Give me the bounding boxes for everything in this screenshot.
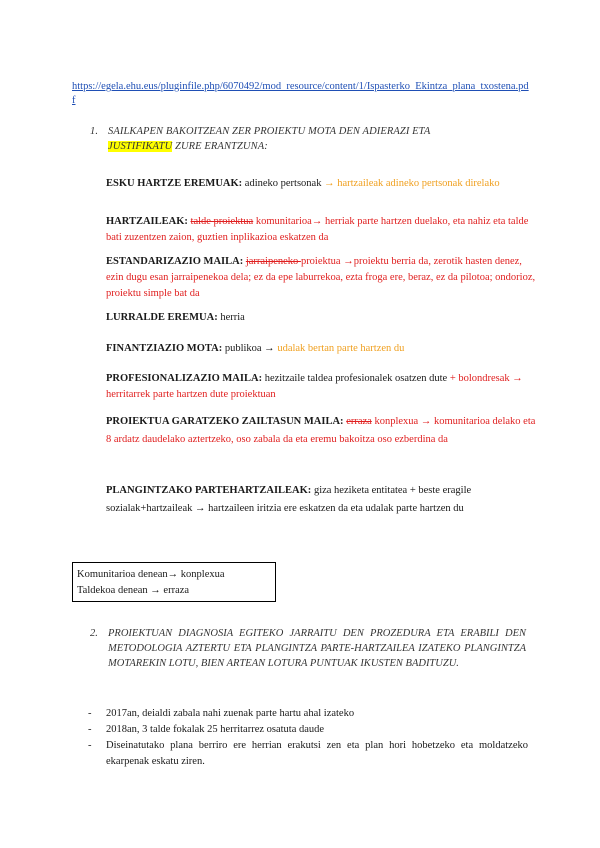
item-note: udalak bertan parte hartzen du [277, 343, 405, 354]
item-hartzaileak [106, 214, 536, 246]
bullet-dash: - [88, 708, 92, 719]
struck-text: erraza [346, 416, 372, 427]
item-label: LURRALDE EREMUA: [106, 312, 218, 323]
pdf-link[interactable]: https://egela.ehu.eus/pluginfile.php/6070492/mod_resource/content/1/Ispasterko_Ekintza_plana_txostena.pdf [72, 81, 529, 106]
item-text: adineko pertsonak [242, 178, 325, 189]
question-1-line-1: SAILKAPEN BAKOITZEAN ZER PROIEKTU MOTA DEN ADIERAZI ETA [108, 126, 431, 137]
list-item-text: 2017an, deialdi zabala nahi zuenak parte hartu ahal izateko [106, 708, 355, 719]
question-1-line-2-rest: ZURE ERANTZUNA: [172, 141, 268, 152]
item-text: giza heziketa entitatea + beste eragile sozialak+hartzaileak → hartzaileen iritzia ere eskatzen da eta udalak parte hartzen du [106, 485, 472, 514]
question-1-number: 1. [90, 126, 99, 137]
item-label: PLANGINTZAKO PARTEHARTZAILEAK: [106, 485, 312, 496]
question-2-text: PROIEKTUAN DIAGNOSIA EGITEKO JARRAITU DEN PROZEDURA ETA ERABILI DEN METODOLOGIA AZTERTU ETA PLANGINTZA PARTE-HARTZAILEA IZATEKO PLANGINTZA MOTAREKIN LOTU, BIEN ARTEAN LOTURA PUNTUAK IKUSTEN BADITUZU. [108, 628, 526, 669]
item-label: PROIEKTUA GARATZEKO ZAILTASUN MAILA: [106, 416, 344, 427]
item-note: + bolondresak → herritarrek parte hartzen dute proiektuan [106, 373, 523, 400]
item-text: komunitarioa→ herriak parte hartzen duelako, eta nahiz eta talde bati zuzentzen zaion, guztien inplikazioa eskatzen da [106, 216, 529, 243]
item-text: konplexua → komunitarioa delako eta 8 ardatz daudelako aztertzeko, oso zabala da eta eremu bakoitza oso ezberdina da [106, 416, 536, 445]
item-finantziazio [106, 341, 536, 357]
list-item-text: 2018an, 3 talde fokalak 25 herritarrez osatuta daude [106, 724, 325, 735]
item-estandarizazio [106, 254, 536, 302]
item-text: herria [217, 312, 245, 323]
question-1-line-2 [108, 139, 528, 154]
note-box-line-1: Komunitarioa denean→ konplexua [77, 569, 225, 580]
item-label: FINANTZIAZIO MOTA: [106, 343, 223, 354]
item-label: ESTANDARIZAZIO MAILA: [106, 256, 244, 267]
item-lurralde [106, 310, 536, 326]
list-item [88, 706, 528, 722]
bullet-dash: - [88, 740, 92, 751]
item-text: publikoa → [222, 343, 278, 354]
question-1 [90, 124, 528, 154]
question-2 [90, 626, 526, 671]
list-item [88, 738, 528, 770]
list-item-text: Diseinatutako plana berriro ere herrian erakutsi zen eta plan hori hobetzeko eta moldatzeko ekarpenak eskatu ziren. [106, 740, 528, 767]
note-box [72, 562, 276, 602]
highlighted-word: JUSTIFIKATU [108, 141, 173, 152]
item-text: proiektua →proiektu berria da, zerotik hasten denez, ezin dugu esan jarraipenekoa dela; ez da epe laburrekoa, ezta froga ere, beraz, ez da pilotoa; ondorioz, proiektu simple bat da [106, 256, 536, 299]
item-plangintza [106, 482, 536, 518]
struck-text: jarraipeneko [245, 256, 301, 267]
item-profesionalizazio [106, 371, 536, 403]
item-label: ESKU HARTZE EREMUAK: [106, 178, 243, 189]
item-text: hezitzaile taldea profesionalek osatzen dute [262, 373, 450, 384]
item-label: PROFESIONALIZAZIO MAILA: [106, 373, 263, 384]
item-note: → hartzaileak adineko pertsonak direlako [324, 178, 500, 189]
note-box-line-2: Taldekoa denean → erraza [77, 585, 190, 596]
list-item [88, 722, 528, 738]
struck-text: talde proiektua [190, 216, 254, 227]
question-2-number: 2. [90, 628, 98, 639]
bullet-dash: - [88, 724, 92, 735]
item-label: HARTZAILEAK: [106, 216, 188, 227]
item-esku-hartze [106, 176, 536, 192]
item-zailtasun [106, 413, 536, 449]
bullet-list [88, 706, 528, 770]
